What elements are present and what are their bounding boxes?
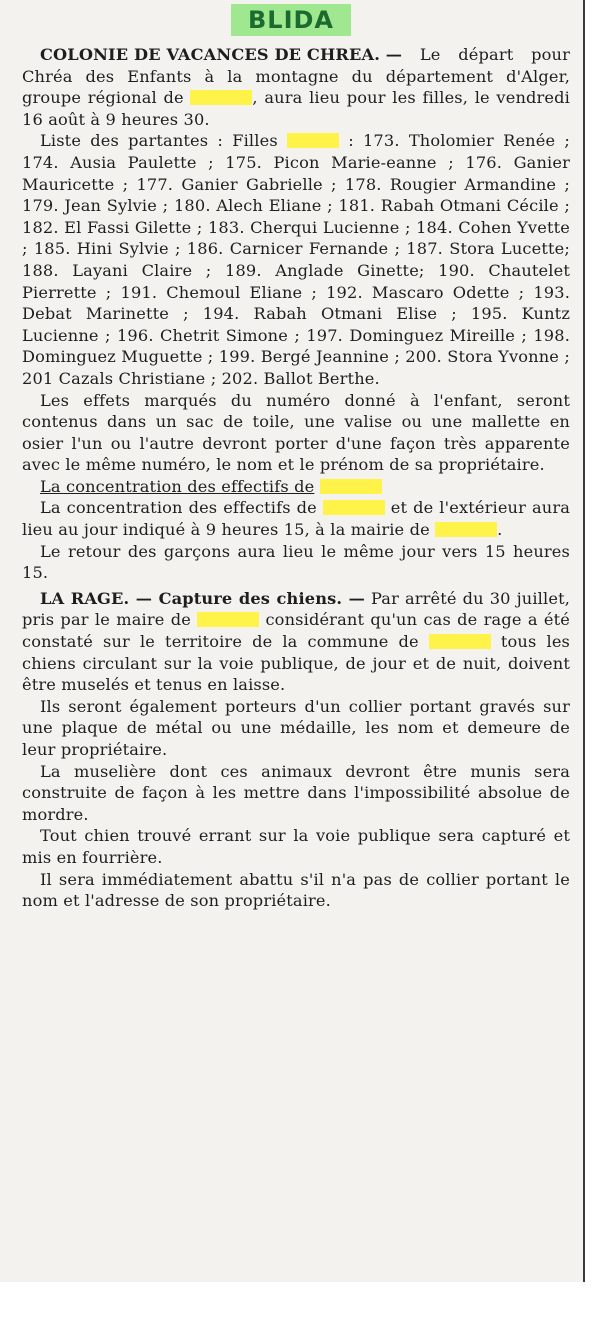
colonie-paragraph-5 bbox=[22, 497, 570, 540]
colonie-p4: La concentration des effectifs de bbox=[40, 476, 315, 496]
redacted-highlight bbox=[320, 479, 382, 494]
rage-paragraph-4: Tout chien trouvé errant sur la voie publique sera capturé et mis en fourrière. bbox=[22, 826, 570, 867]
blank-margin bbox=[0, 1282, 600, 1336]
colonie-p5-c: . bbox=[497, 520, 503, 540]
colonie-p2-a: Liste des partantes : Filles bbox=[40, 131, 278, 151]
rage-p1-a: Par arrêté du 30 juillet, pris par le maire de bbox=[22, 588, 571, 630]
colonie-p5-a: La concentration des effectifs de bbox=[40, 498, 317, 518]
redacted-highlight bbox=[190, 90, 252, 105]
masthead-title: BLIDA bbox=[231, 4, 351, 36]
colonie-paragraph-4 bbox=[22, 476, 570, 498]
colonie-p5-b: et de l'extérieur aura lieu au jour indiqué à 9 heures 15, à la mairie de bbox=[22, 498, 571, 540]
rage-paragraph-5: Il sera immédiatement abattu s'il n'a pas de collier portant le nom et l'adresse de son propriétaire. bbox=[22, 869, 570, 911]
redacted-highlight bbox=[429, 634, 491, 649]
rage-paragraph-3: La muselière dont ces animaux devront être munis sera construite de façon à les mettre dans l'impossibilité absolue de mordre. bbox=[22, 761, 570, 824]
rage-p1-b: considérant qu'un cas de rage a été constaté sur le territoire de la commune de bbox=[22, 610, 571, 652]
colonie-paragraph-1 bbox=[22, 44, 570, 130]
redacted-highlight bbox=[435, 522, 497, 537]
colonie-heading: COLONIE DE VACANCES DE CHREA. — bbox=[40, 45, 403, 64]
colonie-p2-b: : 173. Tholomier Renée ; 174. Ausia Paulette ; 175. Picon Marie-eanne ; 176. Ganier Mauricette ; 177. Ganier Gabrielle ; 178. Rougier Armandine ; 179. Jean Sylvie ; 180. Alech Eliane ; 181. Rabah Otmani Cécile ; 182. El Fassi Gilette ; 183. Cherqui Lucienne ; 184. Cohen Yvette ; 185. Hini Sylvie ; 186. Carnicer Fernande ; 187. Stora Lucette; 188. Layani Claire ; 189. Anglade Ginette; 190. Chautelet Pierrette ; 191. Chemoul Eliane ; 192. Mascaro Odette ; 193. Debat Marinette ; 194. Rabah Otmani Elise ; 195. Kuntz Lucienne ; 196. Chetrit Simone ; 197. Dominguez Mireille ; 198. Dominguez Muguette ; 199. Bergé Jeannine ; 200. Stora Yvonne ; 201 Cazals Christiane ; 202. Ballot Berthe. bbox=[22, 131, 571, 388]
colonie-p1-a: Le départ pour Chréa des Enfants à la montagne du département d'Alger, groupe régional de bbox=[22, 45, 570, 108]
colonie-p1-b: , aura lieu pour les filles, le vendredi 16 août à 9 heures 30. bbox=[22, 88, 570, 129]
colonie-paragraph-3: Les effets marqués du numéro donné à l'enfant, seront contenus dans un sac de toile, une valise ou une mallette en osier l'un ou l'autre devront porter d'une façon très apparente avec le même numéro, le nom et le prénom de sa propriétaire. bbox=[22, 390, 570, 475]
redacted-highlight bbox=[287, 133, 339, 148]
redacted-highlight bbox=[197, 612, 259, 627]
rage-p1-c: tous les chiens circulant sur la voie publique, de jour et de nuit, doivent être muselés et tenus en laisse. bbox=[22, 632, 571, 695]
article-column bbox=[22, 44, 570, 912]
redacted-highlight bbox=[323, 500, 385, 515]
colonie-paragraph-6: Le retour des garçons aura lieu le même jour vers 15 heures 15. bbox=[22, 541, 570, 583]
colonie-paragraph-2 bbox=[22, 130, 570, 389]
rage-paragraph-2: Ils seront également porteurs d'un collier portant gravés sur une plaque de métal ou une médaille, les nom et demeure de leur propriétaire. bbox=[22, 696, 570, 759]
rage-paragraph-1 bbox=[22, 588, 570, 696]
column-rule bbox=[583, 0, 585, 1282]
rage-heading: LA RAGE. — Capture des chiens. — bbox=[40, 588, 365, 608]
